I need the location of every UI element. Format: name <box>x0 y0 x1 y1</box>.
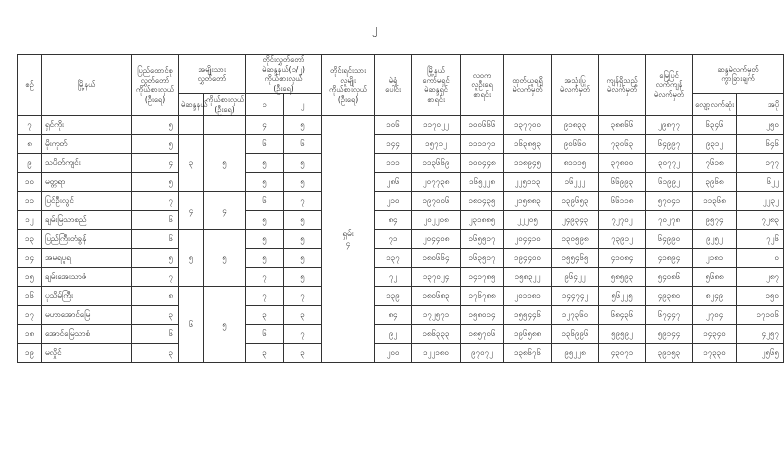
cell-nat-constituency: ၃ <box>179 135 204 192</box>
cell-lack: ၁၄၃၄၀ <box>693 325 737 344</box>
header-township: မြို့နယ် <box>42 55 132 116</box>
cell-gap: ၆၇၄၄၇ <box>646 306 693 325</box>
cell-returned: ၂၄၉၃၄၃ <box>552 211 599 230</box>
cell-remaining: ၃၇၈၀၀ <box>599 154 646 173</box>
cell-returned: ၁၃၉၆၅၃ <box>552 192 599 211</box>
cell-issued: ၁၁၈၉၄၅ <box>504 154 552 173</box>
cell-polling: ၉၂ <box>375 325 412 344</box>
table-row <box>18 325 784 344</box>
cell-census: ၁၇၆၇၈၈ <box>461 287 504 306</box>
cell-township: ရှင်ကိုး <box>42 116 132 135</box>
header-extra: အပို <box>737 94 784 116</box>
cell-region-2: ၃ <box>284 344 322 363</box>
cell-gap: ၆၁၉၉၂ <box>646 173 693 192</box>
cell-township: ပုသိမ်ကြီး <box>42 287 132 306</box>
cell-census: ၉၇၀၇၂ <box>461 344 504 363</box>
header-township-voters: မြို့နယ် ကော်မရှင် မဲဆန္ဒရှင် စာရင်း <box>412 55 461 116</box>
cell-issued: ၁၃၇၇၀၀ <box>504 116 552 135</box>
cell-region-1: ၅ <box>246 173 284 192</box>
cell-issued: ၁၅၅၄၄၆ <box>504 306 552 325</box>
cell-extra: ၁၇၇ <box>737 154 784 173</box>
cell-issued: ၂၀၄၄၁၀ <box>504 230 552 249</box>
cell-region-2: ၅ <box>284 249 322 268</box>
cell-census: ၁၈၁၄၃၅ <box>461 192 504 211</box>
header-region-2: ၂ <box>284 94 322 116</box>
table-row <box>18 268 784 287</box>
cell-census: ၂၃၁၈၈၅ <box>461 211 504 230</box>
cell-union-reps: ၄ <box>132 154 179 173</box>
cell-lack: ၅၆၈၈ <box>693 268 737 287</box>
cell-issued: ၂၂၅၁၁၃ <box>504 173 552 192</box>
cell-union-reps: ၇ <box>132 268 179 287</box>
cell-township: မိုးကုတ် <box>42 135 132 154</box>
cell-remaining: ၇၃၉၁၂ <box>599 230 646 249</box>
cell-extra: ၇၂၈၃ <box>737 211 784 230</box>
cell-region-1: ၅ <box>246 249 284 268</box>
cell-returned: ၁၆၂၂၂ <box>552 173 599 192</box>
header-region-1: ၁ <box>246 94 284 116</box>
cell-returned: ၁၅၅၄၆၅ <box>552 249 599 268</box>
cell-nat-constituency: ၄ <box>179 192 204 230</box>
cell-seq: ၁၁ <box>18 192 42 211</box>
cell-census: ၁၀၀၆၆၆ <box>461 116 504 135</box>
table-row <box>18 344 784 363</box>
cell-gap: ၂၉၈၇၇ <box>646 116 693 135</box>
cell-region-2: ၅ <box>284 268 322 287</box>
cell-nat-reps: ၅ <box>204 135 246 192</box>
cell-census: ၁၆၅၅၁၇ <box>461 230 504 249</box>
cell-remaining: ၆၆၉၉၃ <box>599 173 646 192</box>
cell-township: သပိတ်ကျင်း <box>42 154 132 173</box>
cell-lack: ၉၅၇၄ <box>693 211 737 230</box>
cell-issued: ၁၉၆၅၈၈ <box>504 325 552 344</box>
cell-union-reps: ၆ <box>132 325 179 344</box>
cell-township-voters: ၁၈၆၃၃၃ <box>412 325 461 344</box>
cell-region-2: ၅ <box>284 211 322 230</box>
cell-extra: ၄၂၅၇ <box>737 325 784 344</box>
cell-seq: ၁၀ <box>18 173 42 192</box>
table-row <box>18 211 784 230</box>
cell-polling: ၁၃၇ <box>375 249 412 268</box>
cell-township-voters: ၁၈၀၆၆၄ <box>412 249 461 268</box>
cell-extra: ၁၇၁၀၆ <box>737 306 784 325</box>
cell-seq: ၈ <box>18 135 42 154</box>
header-census: လဝက လူဦးရေ စာရင်း <box>461 55 504 116</box>
cell-nat-constituency <box>179 116 204 135</box>
cell-remaining: ၃၈၈၆၆ <box>599 116 646 135</box>
cell-lack: ၉၃၁၂ <box>693 135 737 154</box>
table-header <box>18 55 784 116</box>
cell-gap: ၆၄၉၉၇ <box>646 135 693 154</box>
cell-gap: ၅၉၁၄၄ <box>646 325 693 344</box>
cell-census: ၁၆၅၂၂၈ <box>461 173 504 192</box>
cell-nat-reps <box>204 116 246 135</box>
cell-township-voters: ၂၀၄၄၀၈ <box>412 230 461 249</box>
cell-region-1: ၅ <box>246 154 284 173</box>
cell-township-voters: ၁၂၂၁၈၀ <box>412 344 461 363</box>
header-gap: မြေပြင် လက်ကျန် မဲလက်မှတ် <box>646 55 693 116</box>
table-row <box>18 230 784 249</box>
header-region: တိုင်းလွှတ်တော် မဲဆန္ဒနယ်(၁/၂) ကိုယ်စားလှယ် (ဦးရေ) <box>246 55 322 94</box>
cell-polling: ၁၁၁ <box>375 154 412 173</box>
cell-ethnic-reps: ရှမ်း ၄ <box>322 116 375 363</box>
cell-region-1: ၅ <box>246 230 284 249</box>
header-nationalities: အမျိုးသား လွှတ်တော် <box>179 55 246 94</box>
cell-remaining: ၅၈၅၉၃ <box>599 268 646 287</box>
header-ethnic: တိုင်းရင်းသား လူမျိုး ကိုယ်စားလှယ် (ဦးရေ) <box>322 55 375 116</box>
cell-polling: ၇၂ <box>375 268 412 287</box>
cell-nat-reps: ၅ <box>204 287 246 363</box>
cell-township-voters: ၁၁၇၀၂၂ <box>412 116 461 135</box>
cell-gap: ၆၄၉၉၀ <box>646 230 693 249</box>
cell-region-2: ၃ <box>284 306 322 325</box>
cell-nat-reps: ၄ <box>204 192 246 230</box>
cell-extra: ၆၄၆ <box>737 135 784 154</box>
election-data-table <box>17 54 784 363</box>
cell-region-1: ၇ <box>246 287 284 306</box>
cell-returned: ၉၁၈၃၃ <box>552 116 599 135</box>
header-lack: လျော့လက်ဆုံး <box>693 94 737 116</box>
cell-returned: ၉၆၄၂၂ <box>552 268 599 287</box>
table-row <box>18 135 784 154</box>
cell-polling: ၁၀၆ <box>375 116 412 135</box>
cell-township: မလှိုင် <box>42 344 132 363</box>
cell-issued: ၂၂၂၀၅ <box>504 211 552 230</box>
cell-gap: ၄၁၈၉၄ <box>646 249 693 268</box>
header-issued: ထုတ်ယူရရှိ မဲလက်မှတ် <box>504 55 552 116</box>
cell-township-voters: ၁၉၇၀၀၆ <box>412 192 461 211</box>
cell-remaining: ၆၈၄၃၆ <box>599 306 646 325</box>
cell-issued: ၁၉၄၄၀၀ <box>504 249 552 268</box>
cell-issued: ၁၆၃၈၅၃ <box>504 135 552 154</box>
cell-remaining: ၅၉၅၉၂ <box>599 325 646 344</box>
cell-gap: ၃၉၁၅၃ <box>646 344 693 363</box>
header-nat-reps: ကိုယ်စားလှယ် (ဦးရေ) <box>204 94 246 116</box>
cell-gap: ၅၇၀၄၁ <box>646 192 693 211</box>
cell-remaining: ၅၆၂၂၅ <box>599 287 646 306</box>
table-row <box>18 116 784 135</box>
cell-returned: ၉၅၂၂၈ <box>552 344 599 363</box>
cell-township-voters: ၂၀၇၇၃၈ <box>412 173 461 192</box>
cell-returned: ၉၀၆၆၀ <box>552 135 599 154</box>
cell-union-reps: ၆ <box>132 230 179 249</box>
cell-polling: ၂၀၀ <box>375 344 412 363</box>
header-returned: အသုံးပြု မဲလက်မှတ် <box>552 55 599 116</box>
cell-region-2: ၅ <box>284 116 322 135</box>
cell-nat-reps: ၅ <box>204 230 246 287</box>
cell-township-voters: ၁၇၂၅၇၁ <box>412 306 461 325</box>
cell-polling: ၈၄ <box>375 306 412 325</box>
cell-extra: ၂၅၆၅ <box>737 344 784 363</box>
cell-region-1: ၆ <box>246 135 284 154</box>
cell-seq: ၁၇ <box>18 306 42 325</box>
cell-seq: ၉ <box>18 154 42 173</box>
cell-township: ချမ်းအေးသာဇံ <box>42 268 132 287</box>
cell-lack: ၃၉၆၈ <box>693 173 737 192</box>
cell-seq: ၁၆ <box>18 287 42 306</box>
cell-union-reps: ၅ <box>132 249 179 268</box>
cell-lack: ၁၁၃၆၈ <box>693 192 737 211</box>
table-row <box>18 173 784 192</box>
cell-region-2: ၅ <box>284 230 322 249</box>
cell-extra: ၂၅၀ <box>737 116 784 135</box>
cell-extra: ၆၂၂ <box>737 173 784 192</box>
cell-township-voters: ၁၈၀၆၈၃ <box>412 287 461 306</box>
cell-polling: ၈၄ <box>375 211 412 230</box>
cell-region-2: ၅ <box>284 173 322 192</box>
cell-lack: ၂၇၀၄ <box>693 306 737 325</box>
header-union-reps: ပြည်ထောင်စု လွှတ်တော် ကိုယ်စားလှယ် (ဦးရေ) <box>132 55 179 116</box>
cell-union-reps: ၃ <box>132 306 179 325</box>
cell-issued: ၂၀၁၁၈၁ <box>504 287 552 306</box>
cell-census: ၁၁၁၁၇၁ <box>461 135 504 154</box>
cell-seq: ၁၂ <box>18 211 42 230</box>
cell-gap: ၅၄၀၈၆ <box>646 268 693 287</box>
cell-township: ပြင်ဦးလွင် <box>42 192 132 211</box>
cell-extra: ၁၅၀ <box>737 287 784 306</box>
cell-issued: ၁၃၈၆၇၆ <box>504 344 552 363</box>
cell-extra: ၀ <box>737 249 784 268</box>
cell-township: ပြည်ကြီးတံခွန် <box>42 230 132 249</box>
cell-seq: ၇ <box>18 116 42 135</box>
cell-region-1: ၇ <box>246 268 284 287</box>
cell-region-1: ၆ <box>246 192 284 211</box>
cell-lack: ၂၁၈၁ <box>693 249 737 268</box>
cell-polling: ၇၁ <box>375 230 412 249</box>
cell-township: အောင်မြေသာစံ <box>42 325 132 344</box>
cell-issued: ၂၁၅၈၈၃ <box>504 192 552 211</box>
table-row <box>18 154 784 173</box>
cell-region-2: ၅ <box>284 154 322 173</box>
cell-returned: ၁၄၄၇၄၂ <box>552 287 599 306</box>
cell-census: ၁၀၀၄၄၈ <box>461 154 504 173</box>
header-polling: မဲရုံ ပေါင်း <box>375 55 412 116</box>
cell-region-1: ၃ <box>246 344 284 363</box>
cell-returned: ၁၃၆၉၉၆ <box>552 325 599 344</box>
cell-polling: ၁၃၉ <box>375 287 412 306</box>
cell-union-reps: ၆ <box>132 211 179 230</box>
cell-census: ၁၆၃၅၁၇ <box>461 249 504 268</box>
cell-region-2: ၇ <box>284 192 322 211</box>
cell-union-reps: ၇ <box>132 192 179 211</box>
cell-region-2: ၇ <box>284 325 322 344</box>
cell-seq: ၁၈ <box>18 325 42 344</box>
cell-census: ၁၄၁၇၈၅ <box>461 268 504 287</box>
table-row <box>18 192 784 211</box>
cell-region-2: ၇ <box>284 287 322 306</box>
cell-remaining: ၄၃၀၇၁ <box>599 344 646 363</box>
cell-nat-constituency: ၅ <box>179 230 204 287</box>
cell-township: မတ္တရာ <box>42 173 132 192</box>
cell-township: မဟာအောင်မြေ <box>42 306 132 325</box>
cell-lack: ၁၇၃၃၀ <box>693 344 737 363</box>
cell-extra: ၇၂၆ <box>737 230 784 249</box>
cell-lack: ၉၂၅၂ <box>693 230 737 249</box>
cell-census: ၁၈၅၇၀၆ <box>461 325 504 344</box>
cell-region-1: ၄ <box>246 116 284 135</box>
table-row <box>18 287 784 306</box>
cell-seq: ၁၄ <box>18 249 42 268</box>
cell-region-1: ၆ <box>246 325 284 344</box>
cell-polling: ၂၈၆ <box>375 173 412 192</box>
header-need: ဆန္ဒမဲလက်မှတ် ကွာခြားချက် <box>693 55 784 94</box>
header-nat-constituency: မဲဆန္ဒနယ် <box>179 94 204 116</box>
cell-region-1: ၅ <box>246 211 284 230</box>
cell-returned: ၈၁၁၁၅ <box>552 154 599 173</box>
header-seq: စဉ် <box>18 55 42 116</box>
cell-region-1: ၃ <box>246 306 284 325</box>
cell-township-voters: ၂၀၂၂၀၈ <box>412 211 461 230</box>
cell-gap: ၃၀၇၇၂ <box>646 154 693 173</box>
table-row <box>18 306 784 325</box>
cell-union-reps: ၅ <box>132 135 179 154</box>
table-row <box>18 249 784 268</box>
cell-township-voters: ၁၁၃၆၆၉ <box>412 154 461 173</box>
cell-region-2: ၆ <box>284 135 322 154</box>
cell-polling: ၂၁၀ <box>375 192 412 211</box>
cell-union-reps: ၅ <box>132 173 179 192</box>
cell-remaining: ၄၁၀၈၄ <box>599 249 646 268</box>
header-remaining: ကျန်ရှိသည့် မဲလက်မှတ် <box>599 55 646 116</box>
cell-remaining: ၇၃၀၆၃ <box>599 135 646 154</box>
cell-township: အမရပူရ <box>42 249 132 268</box>
cell-lack: ၇၆၁၈ <box>693 154 737 173</box>
cell-township: ချမ်းမြသာစည် <box>42 211 132 230</box>
cell-township-voters: ၁၅၇၁၂ <box>412 135 461 154</box>
cell-seq: ၁၉ <box>18 344 42 363</box>
cell-remaining: ၇၂၇၀၂ <box>599 211 646 230</box>
cell-gap: ၇၀၂၇၈ <box>646 211 693 230</box>
cell-polling: ၁၄၄ <box>375 135 412 154</box>
cell-seq: ၁၃ <box>18 230 42 249</box>
cell-nat-constituency: ၆ <box>179 287 204 363</box>
cell-issued: ၁၅၈၃၂၂ <box>504 268 552 287</box>
cell-remaining: ၆၆၁၁၈ <box>599 192 646 211</box>
cell-union-reps: ၈ <box>132 287 179 306</box>
cell-returned: ၁၃၀၅၉၈ <box>552 230 599 249</box>
cell-extra: ၂၈၇ <box>737 268 784 287</box>
cell-lack: ၈၂၄၉ <box>693 287 737 306</box>
cell-union-reps: ၅ <box>132 116 179 135</box>
cell-township-voters: ၁၃၇၀၂၄ <box>412 268 461 287</box>
cell-union-reps: ၃ <box>132 344 179 363</box>
cell-extra: ၂၂၃၂ <box>737 192 784 211</box>
cell-census: ၁၅၈၀၁၄ <box>461 306 504 325</box>
cell-seq: ၁၅ <box>18 268 42 287</box>
cell-returned: ၁၂၇၃၆၀ <box>552 306 599 325</box>
table-body <box>18 116 784 363</box>
cell-lack: ၆၃၄၆ <box>693 116 737 135</box>
cell-gap: ၄၉၃၈၀ <box>646 287 693 306</box>
page-number: ၂ <box>372 22 378 35</box>
